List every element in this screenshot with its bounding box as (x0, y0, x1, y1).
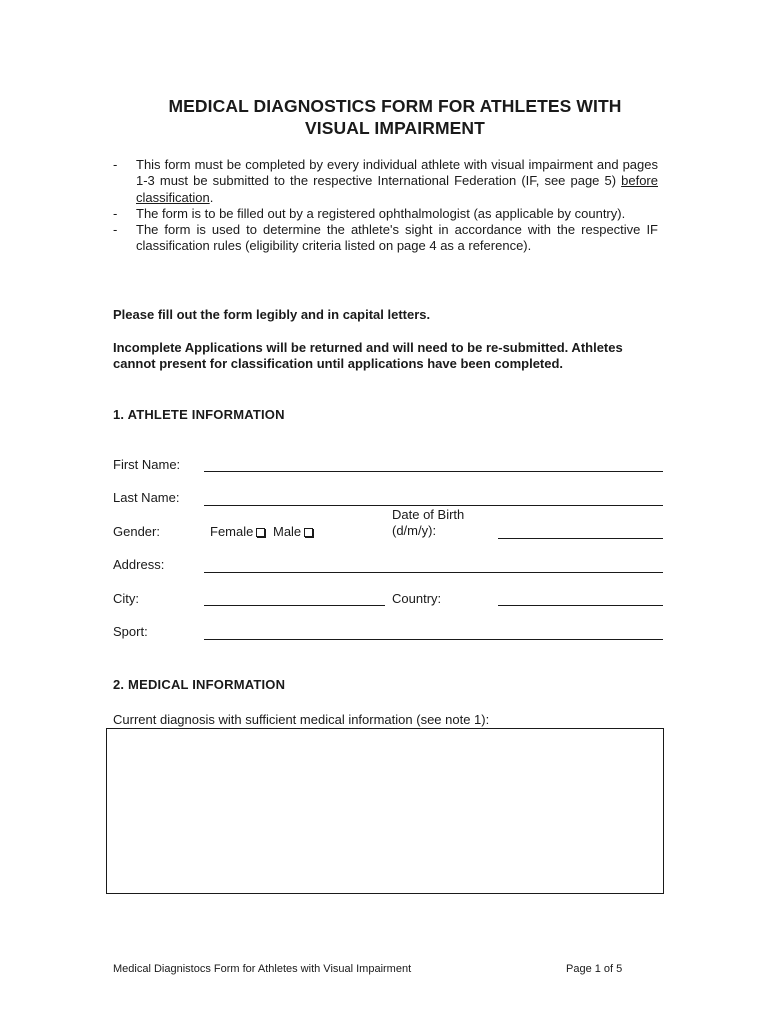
footer-title: Medical Diagnistocs Form for Athletes with Visual Impairment (113, 963, 412, 975)
first-name-label: First Name: (113, 457, 181, 472)
dob-field[interactable] (498, 538, 663, 539)
legibly-notice: Please fill out the form legibly and in capital letters. (113, 307, 431, 322)
instruction-item (113, 206, 658, 222)
female-label: Female (210, 524, 254, 539)
instruction-period: . (209, 189, 214, 205)
diagnosis-label: Current diagnosis with sufficient medical information (see note 1): (113, 712, 490, 727)
address-field[interactable] (204, 572, 663, 573)
bullet-dash: - (113, 222, 118, 238)
title-line-2: VISUAL IMPAIRMENT (305, 118, 485, 138)
form-title (100, 95, 690, 139)
female-checkbox[interactable] (256, 528, 265, 537)
last-name-label: Last Name: (113, 490, 180, 505)
instruction-item (113, 157, 658, 206)
gender-options (210, 524, 313, 540)
address-label: Address: (113, 557, 165, 572)
medical-info-heading: 2. MEDICAL INFORMATION (113, 677, 286, 692)
dob-label-line-1: Date of Birth (392, 507, 465, 522)
gender-label: Gender: (113, 524, 160, 539)
instruction-text: The form is used to determine the athlete's sight in accordance with the respective IF classification rules (eligibility criteria listed on page 4 as a reference). (136, 222, 658, 254)
instruction-text: This form must be completed by every individual athlete with visual impairment and pages 1-3 must be submitted to the respective International Federation (IF, see page 5) (136, 157, 658, 189)
page-number: Page 1 of 5 (566, 963, 623, 975)
sport-label: Sport: (113, 624, 148, 639)
country-label: Country: (392, 591, 442, 606)
instruction-text: The form is to be filled out by a registered ophthalmologist (as applicable by country). (136, 205, 626, 221)
country-field[interactable] (498, 605, 663, 606)
dob-label-line-2: (d/m/y): (392, 523, 437, 538)
instruction-item (113, 222, 658, 255)
instructions-list (113, 157, 658, 255)
sport-field[interactable] (204, 639, 663, 640)
incomplete-notice: Incomplete Applications will be returned and will need to be re-submitted. Athletes cannot present for classification until applications have been completed. (113, 340, 623, 372)
bullet-dash: - (113, 157, 118, 172)
city-field[interactable] (204, 605, 385, 606)
last-name-field[interactable] (204, 505, 663, 506)
male-checkbox[interactable] (304, 528, 313, 537)
first-name-field[interactable] (204, 471, 663, 472)
title-line-1: MEDICAL DIAGNOSTICS FORM FOR ATHLETES WITH (168, 96, 622, 116)
bullet-dash: - (113, 205, 118, 221)
athlete-info-heading: 1. ATHLETE INFORMATION (113, 407, 285, 422)
diagnosis-textarea[interactable] (106, 728, 664, 894)
before-classification-text: before classification (136, 173, 658, 205)
male-label: Male (272, 524, 302, 539)
dob-label (392, 507, 464, 539)
city-label: City: (113, 591, 139, 606)
